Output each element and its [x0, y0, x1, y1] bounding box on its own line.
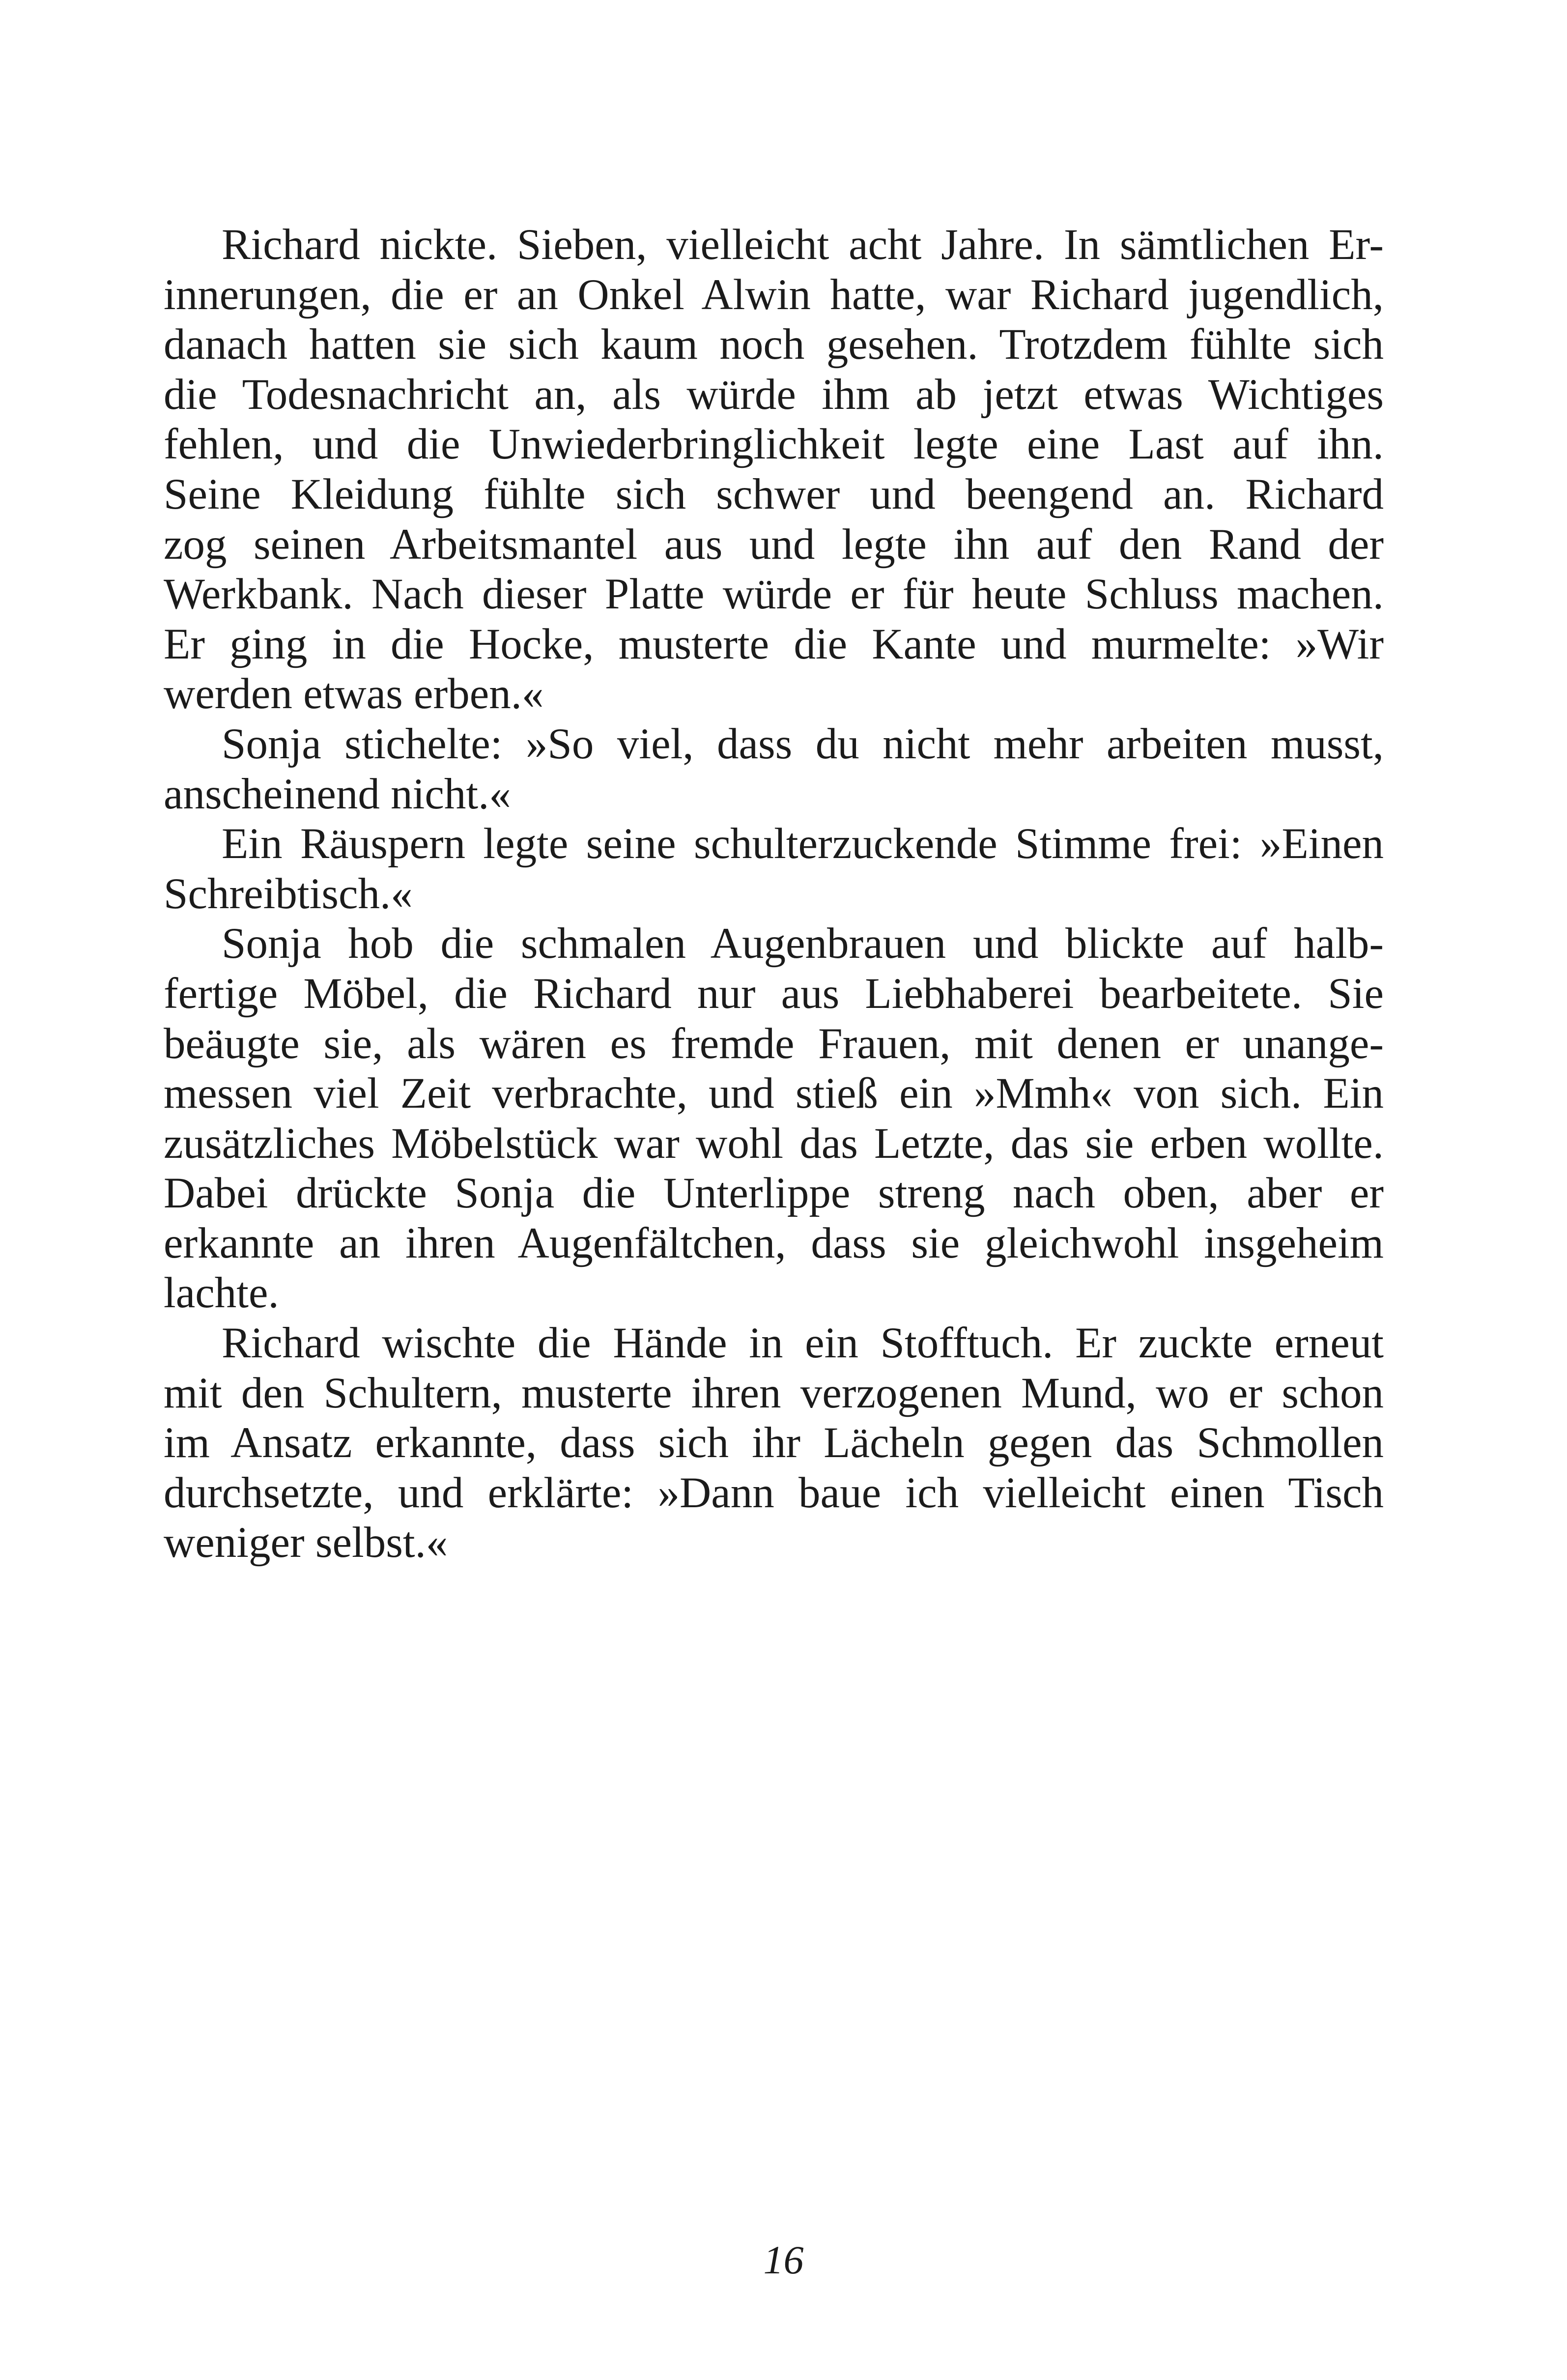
- text-line: Schreibtisch.«: [164, 869, 413, 918]
- text-line: durchsetzte, und erklärte: »Dann baue ich vielleicht einen Tisch: [164, 1468, 1384, 1517]
- text-line: danach hatten sie sich kaum noch gesehen. Trotzdem fühlte sich: [164, 320, 1384, 369]
- text-line: Dabei drückte Sonja die Unterlippe streng nach oben, aber er: [164, 1169, 1384, 1218]
- text-line: fehlen, und die Unwiederbringlichkeit legte eine Last auf ihn.: [164, 420, 1384, 469]
- text-line: zusätzliches Möbelstück war wohl das Letzte, das sie erben wollte.: [164, 1119, 1384, 1168]
- text-line: weniger selbst.«: [164, 1519, 448, 1567]
- body-text: [164, 220, 1384, 1568]
- text-line: die Todesnachricht an, als würde ihm ab jetzt etwas Wichtiges: [164, 370, 1384, 419]
- text-line: lachte.: [164, 1269, 279, 1318]
- text-line: Sonja stichelte: »So viel, dass du nicht mehr arbeiten musst,: [222, 719, 1384, 768]
- text-line: beäugte sie, als wären es fremde Frauen, mit denen er unange-: [164, 1019, 1384, 1068]
- text-line: Werkbank. Nach dieser Platte würde er für heute Schluss machen.: [164, 570, 1384, 619]
- text-line: Richard nickte. Sieben, vielleicht acht Jahre. In sämtlichen Er-: [222, 221, 1384, 269]
- text-line: mit den Schultern, musterte ihren verzogenen Mund, wo er schon: [164, 1369, 1384, 1417]
- text-line: fertige Möbel, die Richard nur aus Liebhaberei bearbeitete. Sie: [164, 969, 1384, 1018]
- text-line: werden etwas erben.«: [164, 670, 544, 718]
- text-line: Sonja hob die schmalen Augenbrauen und blickte auf halb-: [222, 919, 1384, 968]
- text-line: Richard wischte die Hände in ein Stofftuch. Er zuckte erneut: [222, 1319, 1384, 1368]
- text-line: innerungen, die er an Onkel Alwin hatte, war Richard jugendlich,: [164, 270, 1384, 319]
- text-line: im Ansatz erkannte, dass sich ihr Lächeln gegen das Schmollen: [164, 1419, 1384, 1467]
- page-number: 16: [763, 2237, 804, 2282]
- text-line: Er ging in die Hocke, musterte die Kante und murmelte: »Wir: [164, 620, 1384, 668]
- text-line: messen viel Zeit verbrachte, und stieß ein »Mmh« von sich. Ein: [164, 1069, 1384, 1118]
- text-line: Ein Räuspern legte seine schulterzuckende Stimme frei: »Einen: [222, 820, 1384, 868]
- text-line: Seine Kleidung fühlte sich schwer und beengend an. Richard: [164, 470, 1384, 518]
- text-line: zog seinen Arbeitsmantel aus und legte ihn auf den Rand der: [164, 520, 1384, 569]
- text-line: anscheinend nicht.«: [164, 770, 511, 818]
- text-line: erkannte an ihren Augenfältchen, dass sie gleichwohl insgeheim: [164, 1219, 1384, 1267]
